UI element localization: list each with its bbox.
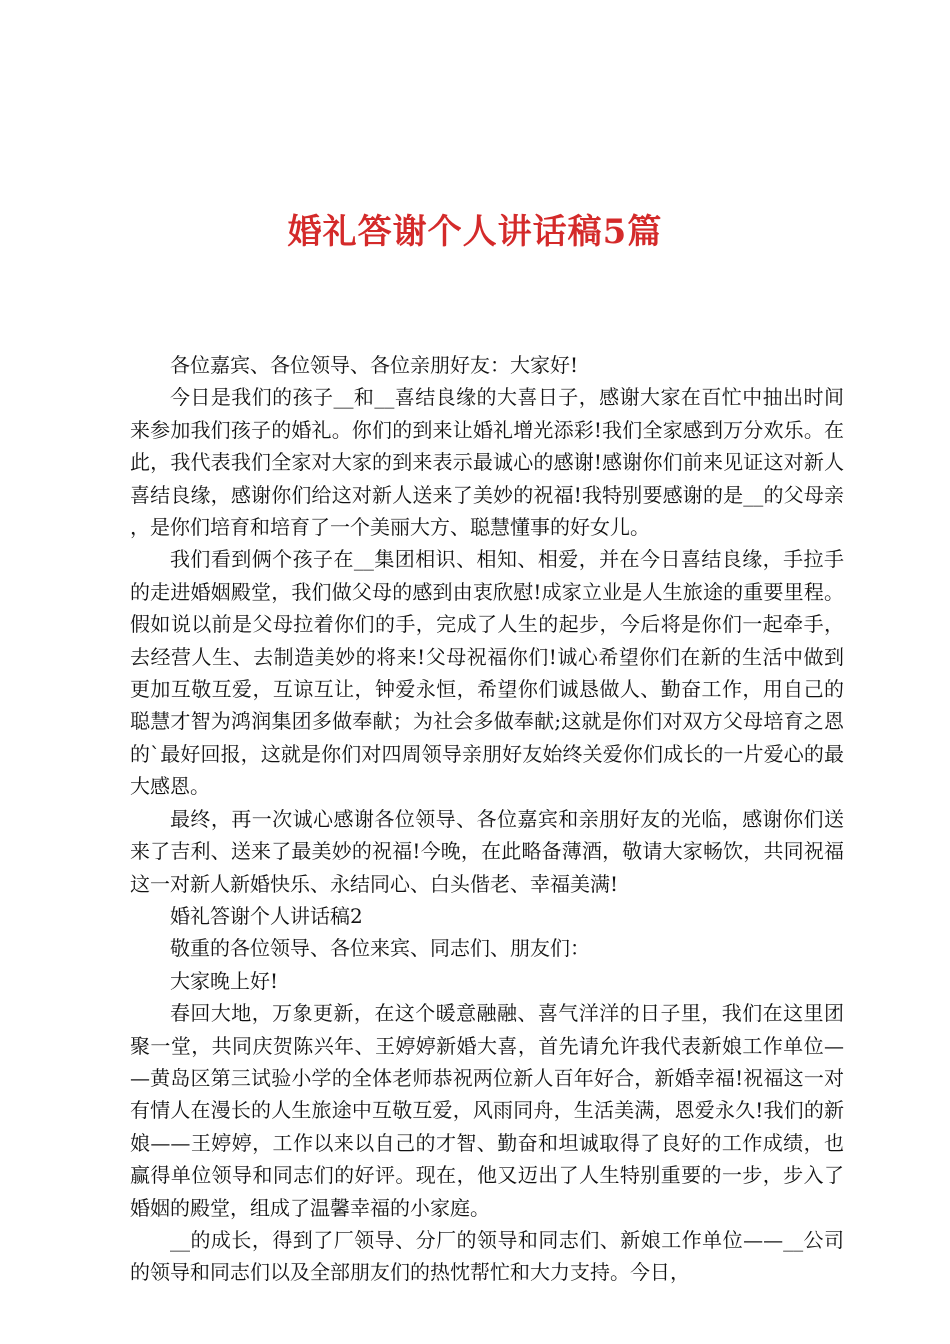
paragraph-growth: __的成长，得到了厂领导、分厂的领导和同志们、新娘工作单位——__公司的领导和同志们以及全部朋友们的热忱帮忙和大力支持。今日， (130, 1227, 844, 1285)
section-heading-2: 婚礼答谢个人讲话稿2 (170, 903, 363, 928)
paragraph-blessing: 我们看到俩个孩子在__集团相识、相知、相爱，并在今日喜结良缘，手拉手的走进婚姻殿堂，我们做父母的感到由衷欣慰!成家立业是人生旅途的重要里程。假如说以前是父母拉着你们的手，完成了人生的起步，今后将是你们一起牵手，去经营人生、去制造美妙的将来!父母祝福你们!诚心希望你们在新的生活中做到更加互敬互爱，互谅互让，钟爱永恒，希望你们诚恳做人、勤奋工作，用自己的聪慧才智为鸿润集团多做奉献；为社会多做奉献;这就是你们对双方父母培育之恩的`最好回报，这就是你们对四周领导亲朋好友始终关爱你们成长的一片爱心的最大感恩。 (130, 547, 844, 799)
paragraph-greeting: 各位嘉宾、各位领导、各位亲朋好友：大家好! (170, 353, 579, 377)
paragraph-closing: 最终，再一次诚心感谢各位领导、各位嘉宾和亲朋好友的光临，感谢你们送来了吉利、送来了最美妙的祝福!今晚，在此略备薄酒，敬请大家畅饮，共同祝福这一对新人新婚快乐、永结同心、白头偕老、幸福美满! (130, 806, 844, 896)
paragraph-greeting-2: 大家晚上好! (170, 968, 279, 993)
document-body (130, 349, 844, 1289)
document-title: 婚礼答谢个人讲话稿5篇 (287, 212, 663, 252)
paragraph-salutation-2: 敬重的各位领导、各位来宾、同志们、朋友们： (170, 936, 590, 961)
paragraph-celebration: 春回大地，万象更新，在这个暖意融融、喜气洋洋的日子里，我们在这里团聚一堂，共同庆贺陈兴年、王婷婷新婚大喜，首先请允许我代表新娘工作单位——黄岛区第三试验小学的全体老师恭祝两位新人百年好合，新婚幸福!祝福这一对有情人在漫长的人生旅途中互敬互爱，风雨同舟，生活美满，恩爱永久!我们的新娘——王婷婷，工作以来以自己的才智、勤奋和坦诚取得了良好的工作成绩，也赢得单位领导和同志们的好评。现在，他又迈出了人生特别重要的一步，步入了婚姻的殿堂，组成了温馨幸福的小家庭。 (130, 1001, 844, 1220)
paragraph-thanks: 今日是我们的孩子__和__喜结良缘的大喜日子，感谢大家在百忙中抽出时间来参加我们孩子的婚礼。你们的到来让婚礼增光添彩!我们全家感到万分欢乐。在此，我代表我们全家对大家的到来表示最诚心的感谢!感谢你们前来见证这对新人喜结良缘，感谢你们给这对新人送来了美妙的祝福!我特别要感谢的是__的父母亲，是你们培育和培育了一个美丽大方、聪慧懂事的好女儿。 (130, 385, 844, 540)
